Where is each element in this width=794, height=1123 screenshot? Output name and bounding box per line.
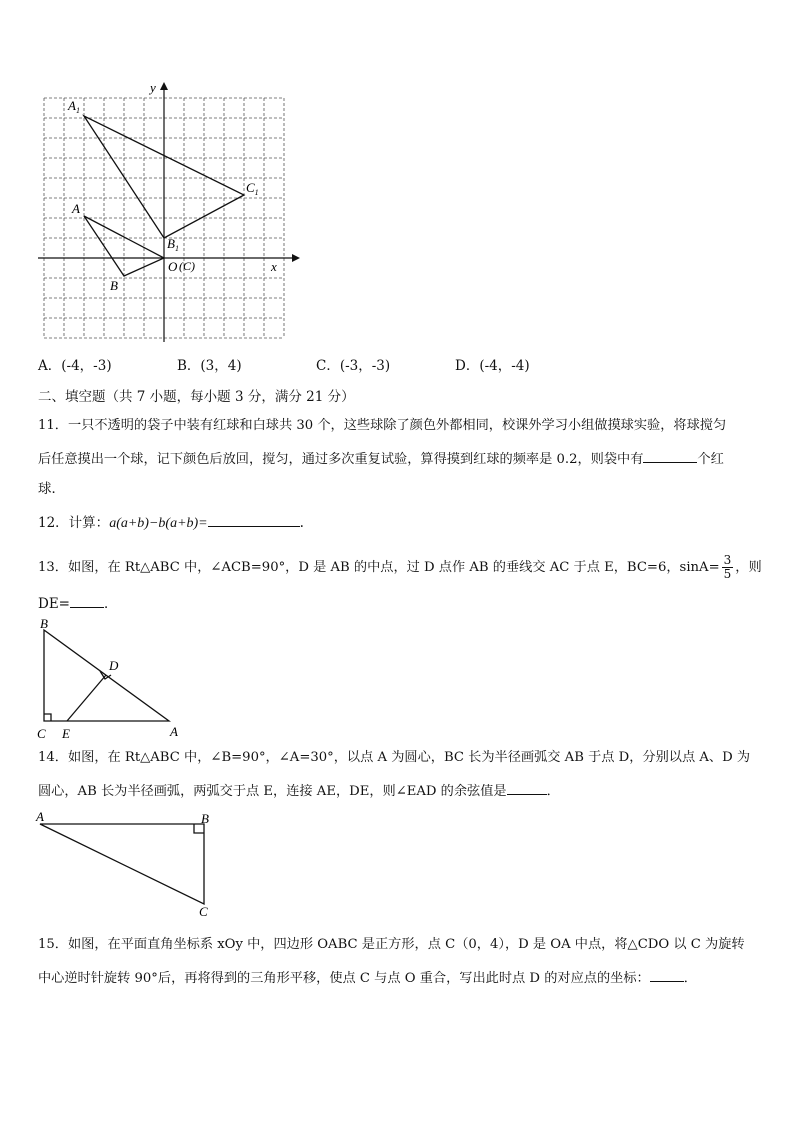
q12-suffix: .: [299, 515, 304, 531]
q11-line1: 11．一只不透明的袋子中装有红球和白球共 30 个，这些球除了颜色外都相同，校课外学习小组做摸球实验，将球搅匀: [38, 418, 727, 433]
q15-answer-blank[interactable]: [650, 967, 684, 982]
label-b: B: [110, 278, 118, 293]
q14-label-c: C: [199, 904, 208, 919]
coordinate-grid-figure: [30, 78, 305, 343]
q14-line2: [38, 780, 560, 802]
q13-label-e: E: [62, 726, 70, 741]
q12-answer-blank[interactable]: [208, 512, 300, 527]
q11-line2-text: 后任意摸出一个球，记下颜色后放回，搅匀，通过多次重复试验，算得摸到红球的频率是 0.2，则袋中有: [38, 452, 644, 467]
axis-x-label: x: [271, 259, 277, 274]
label-a: A: [72, 201, 80, 216]
q14-line2-tail: ．: [546, 784, 560, 799]
q14-triangle-figure: [34, 808, 219, 920]
q12-line: [38, 512, 304, 534]
q14-label-a: A: [36, 809, 44, 824]
section-heading: 二、填空题（共 7 小题，每小题 3 分，满分 21 分）: [38, 389, 355, 405]
q14-line1: 14．如图，在 Rt△ABC 中，∠B=90°，∠A=30°，以点 A 为圆心，BC 长为半径画弧交 AB 于点 D，分别以点 A、D 为: [38, 750, 751, 765]
q13-fraction: $\frac{3}{5}$: [723, 553, 732, 581]
label-a1: $A_1$: [68, 98, 80, 115]
q13-line1-text: 13．如图，在 Rt△ABC 中，∠ACB=90°，D 是 AB 的中点，过 D 点作 AB 的垂线交 AC 于点 E，BC=6，sinA=: [38, 560, 720, 575]
q15-line2: [38, 967, 697, 989]
q15-line2-text: 中心逆时针旋转 90°后，再将得到的三角形平移，使点 C 与点 O 重合，写出此时点 D 的对应点的坐标：: [38, 971, 650, 986]
label-o: O: [168, 259, 178, 274]
label-b1: $B_1$: [167, 236, 179, 253]
q13-label-a: A: [170, 724, 178, 739]
q13-triangle-figure: [34, 614, 194, 744]
q12-prefix: 12．计算：: [38, 515, 110, 531]
q11-line2: [38, 448, 724, 470]
q15-line1: 15．如图，在平面直角坐标系 xOy 中，四边形 OABC 是正方形，点 C（0，4），D 是 OA 中点，将△CDO 以 C 为旋转: [38, 937, 745, 952]
q14-label-b: B: [201, 811, 209, 826]
q13-de-label: DE=: [38, 596, 70, 612]
q11-answer-blank[interactable]: [643, 448, 697, 463]
q10-option-a: A．(-4，-3): [38, 358, 112, 374]
q13-label-d: D: [109, 658, 119, 673]
q10-option-c: C．(-3，-3): [316, 358, 391, 374]
q13-line1: [38, 554, 762, 581]
q10-option-b: B．(3，4): [177, 358, 242, 374]
q13-label-c: C: [37, 726, 46, 741]
q12-expression: a(a+b)−b(a+b)=: [109, 516, 208, 531]
label-oc: (C): [179, 259, 195, 273]
q11-line3: 球．: [38, 481, 65, 497]
q13-label-b: B: [40, 616, 48, 631]
q11-line2-tail: 个红: [697, 452, 724, 467]
q14-answer-blank[interactable]: [507, 780, 547, 795]
axis-y-label: y: [150, 80, 156, 95]
q13-answer-blank[interactable]: [70, 593, 104, 608]
q13-line1-tail: ，则: [735, 560, 762, 575]
q13-line2: [38, 593, 118, 614]
q13-line2-tail: ．: [104, 596, 118, 612]
label-c1: $C_1$: [246, 180, 259, 197]
q15-line2-tail: ．: [683, 971, 697, 986]
q14-line2-text: 圆心，AB 长为半径画弧，两弧交于点 E，连接 AE，DE，则∠EAD 的余弦值是: [38, 784, 507, 799]
q10-option-d: D．(-4，-4): [455, 358, 530, 374]
